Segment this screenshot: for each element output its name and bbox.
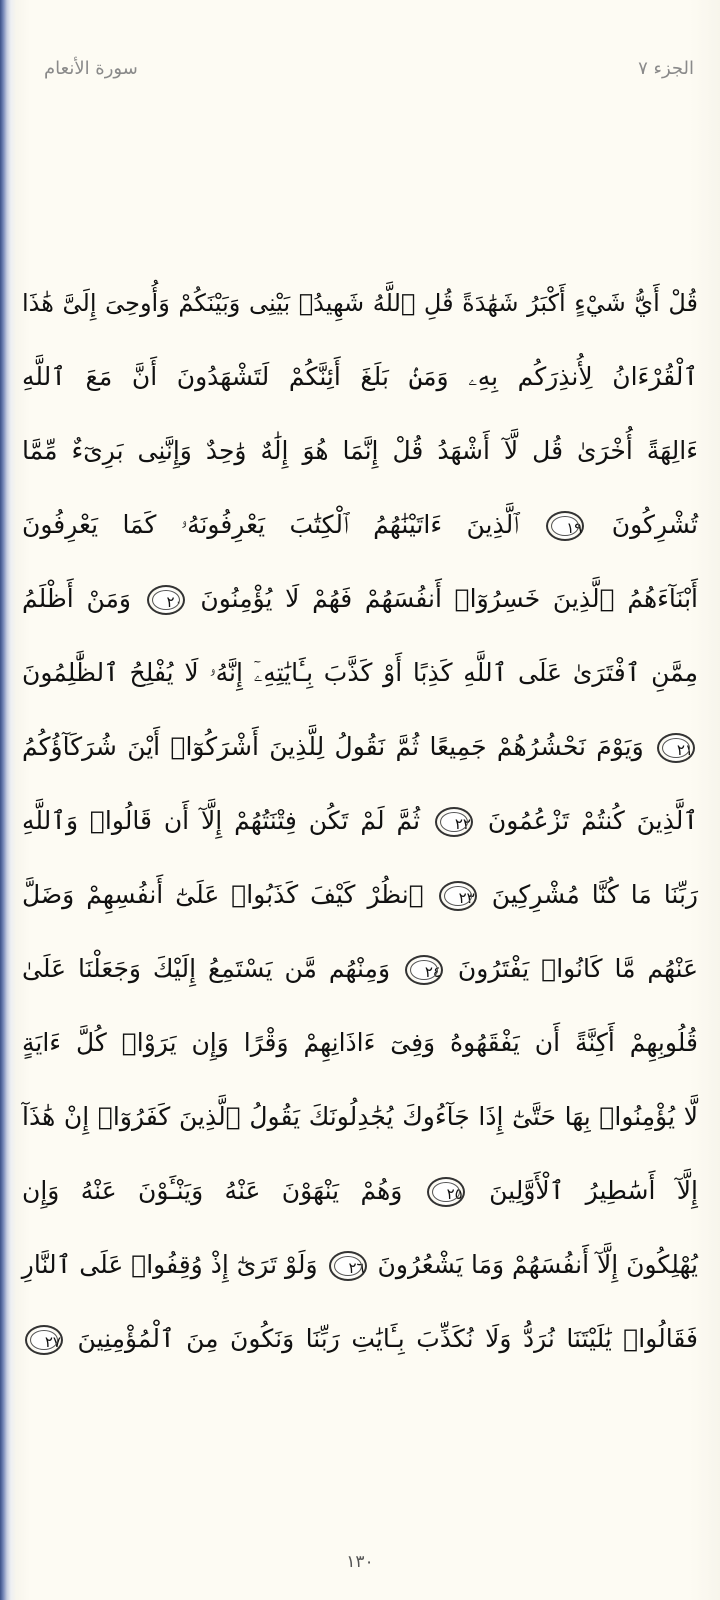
verse-line — [22, 1302, 698, 1376]
verse-text: ثُمَّ لَمْ تَكُن فِتْنَتُهُمْ إِلَّآ أَن قَالُوا۟ وَٱللَّهِ — [22, 806, 421, 835]
verse-text: وَمِنْهُم مَّن يَسْتَمِعُ إِلَيْكَ وَجَعَلْنَا عَلَىٰ — [22, 954, 391, 983]
verse-line — [22, 858, 698, 932]
ayah-number-marker: ١٩ — [546, 511, 584, 541]
verse-text: عَنْهُم مَّا كَانُوا۟ يَفْتَرُونَ — [457, 954, 699, 983]
verse-text: ٱلْقُرْءَانُ لِأُنذِرَكُم بِهِۦ وَمَنۢ بَلَغَ أَئِنَّكُمْ لَتَشْهَدُونَ أَنَّ مَعَ ٱللَّهِ — [22, 362, 698, 391]
verse-text: قُلُوبِهِمْ أَكِنَّةً أَن يَفْقَهُوهُ وَفِىٓ ءَاذَانِهِمْ وَقْرًا وَإِن يَرَوْا۟ كُلَّ ءَايَةٍ — [22, 1028, 698, 1057]
ayah-number-marker: ٢٧ — [25, 1325, 63, 1355]
verse-line — [22, 932, 698, 1006]
page-binding-edge — [0, 0, 16, 1600]
verse-line — [22, 266, 698, 340]
ayah-number-marker: ٢٢ — [435, 807, 473, 837]
verse-line — [22, 340, 698, 414]
page-number: ١٣٠ — [346, 1552, 374, 1572]
verse-text: رَبِّنَا مَا كُنَّا مُشْرِكِينَ — [491, 880, 699, 909]
verse-line — [22, 488, 698, 562]
verse-line — [22, 710, 698, 784]
ayah-number-marker: ٢١ — [657, 733, 695, 763]
verse-line — [22, 1006, 698, 1080]
verse-text: ٱلَّذِينَ كُنتُمْ تَزْعُمُونَ — [487, 806, 698, 835]
page-header — [0, 58, 720, 92]
verse-text: ٱنظُرْ كَيْفَ كَذَبُوا۟ عَلَىٰٓ أَنفُسِهِمْ وَضَلَّ — [22, 880, 424, 909]
verse-text: ءَالِهَةً أُخْرَىٰ قُل لَّآ أَشْهَدُ قُلْ إِنَّمَا هُوَ إِلَٰهٌ وَٰحِدٌ وَإِنَّنِى بَرِىٓءٌ مِّمَّا — [22, 436, 698, 465]
verse-text: وَمَنْ أَظْلَمُ — [22, 584, 131, 613]
juz-label: الجزء ٧ — [638, 58, 694, 79]
verse-text: قُلْ أَيُّ شَيْءٍ أَكْبَرُ شَهَٰدَةً قُلِ ٱللَّهُ شَهِيدُۢ بَيْنِى وَبَيْنَكُمْ وَأُوحِىَ إِلَىَّ هَٰذَا — [22, 289, 698, 317]
ayah-number-marker: ٢٣ — [439, 881, 477, 911]
verse-text: وَهُمْ يَنْهَوْنَ عَنْهُ وَيَنْـَٔوْنَ عَنْهُ وَإِن — [22, 1176, 403, 1205]
verse-text: ٱلَّذِينَ ءَاتَيْنَٰهُمُ ٱلْكِتَٰبَ يَعْرِفُونَهُۥ كَمَا يَعْرِفُونَ — [22, 510, 519, 539]
verse-line — [22, 562, 698, 636]
verse-text: فَقَالُوا۟ يَٰلَيْتَنَا نُرَدُّ وَلَا نُكَذِّبَ بِـَٔايَٰتِ رَبِّنَا وَنَكُونَ مِنَ ٱلْمُؤْمِنِينَ — [77, 1324, 698, 1353]
verse-line — [22, 1228, 698, 1302]
verse-text: لَّا يُؤْمِنُوا۟ بِهَا حَتَّىٰٓ إِذَا جَآءُوكَ يُجَٰدِلُونَكَ يَقُولُ ٱلَّذِينَ كَفَرُوٓا۟ إِنْ هَٰذَآ — [22, 1102, 698, 1131]
verse-text: وَلَوْ تَرَىٰٓ إِذْ وُقِفُوا۟ عَلَى ٱلنَّارِ — [21, 1250, 318, 1279]
verse-text: وَيَوْمَ نَحْشُرُهُمْ جَمِيعًا ثُمَّ نَقُولُ لِلَّذِينَ أَشْرَكُوٓا۟ أَيْنَ شُرَكَآؤُكُمُ — [22, 732, 644, 761]
surah-label: سورة الأنعام — [44, 58, 138, 79]
verse-text-block — [22, 290, 698, 1376]
verse-text: يُهْلِكُونَ إِلَّآ أَنفُسَهُمْ وَمَا يَشْعُرُونَ — [377, 1250, 698, 1279]
ayah-number-marker: ٢٥ — [427, 1177, 465, 1207]
verse-line — [22, 1154, 698, 1228]
verse-line — [22, 414, 698, 488]
verse-text: أَبْنَآءَهُمُ ٱلَّذِينَ خَسِرُوٓا۟ أَنفُسَهُمْ فَهُمْ لَا يُؤْمِنُونَ — [200, 584, 698, 613]
verse-text: مِمَّنِ ٱفْتَرَىٰ عَلَى ٱللَّهِ كَذِبًا أَوْ كَذَّبَ بِـَٔايَٰتِهِۦٓ إِنَّهُۥ لَا يُفْلِحُ ٱلظَّٰلِمُونَ — [22, 658, 698, 687]
verse-text: تُشْرِكُونَ — [611, 510, 699, 539]
ayah-number-marker: ٢٦ — [329, 1251, 367, 1281]
ayah-number-marker: ٢٤ — [405, 955, 443, 985]
verse-line — [22, 636, 698, 710]
verse-line — [22, 784, 698, 858]
verse-line — [22, 1080, 698, 1154]
verse-text: إِلَّآ أَسَٰطِيرُ ٱلْأَوَّلِينَ — [489, 1176, 699, 1205]
ayah-number-marker: ٢٠ — [147, 585, 185, 615]
